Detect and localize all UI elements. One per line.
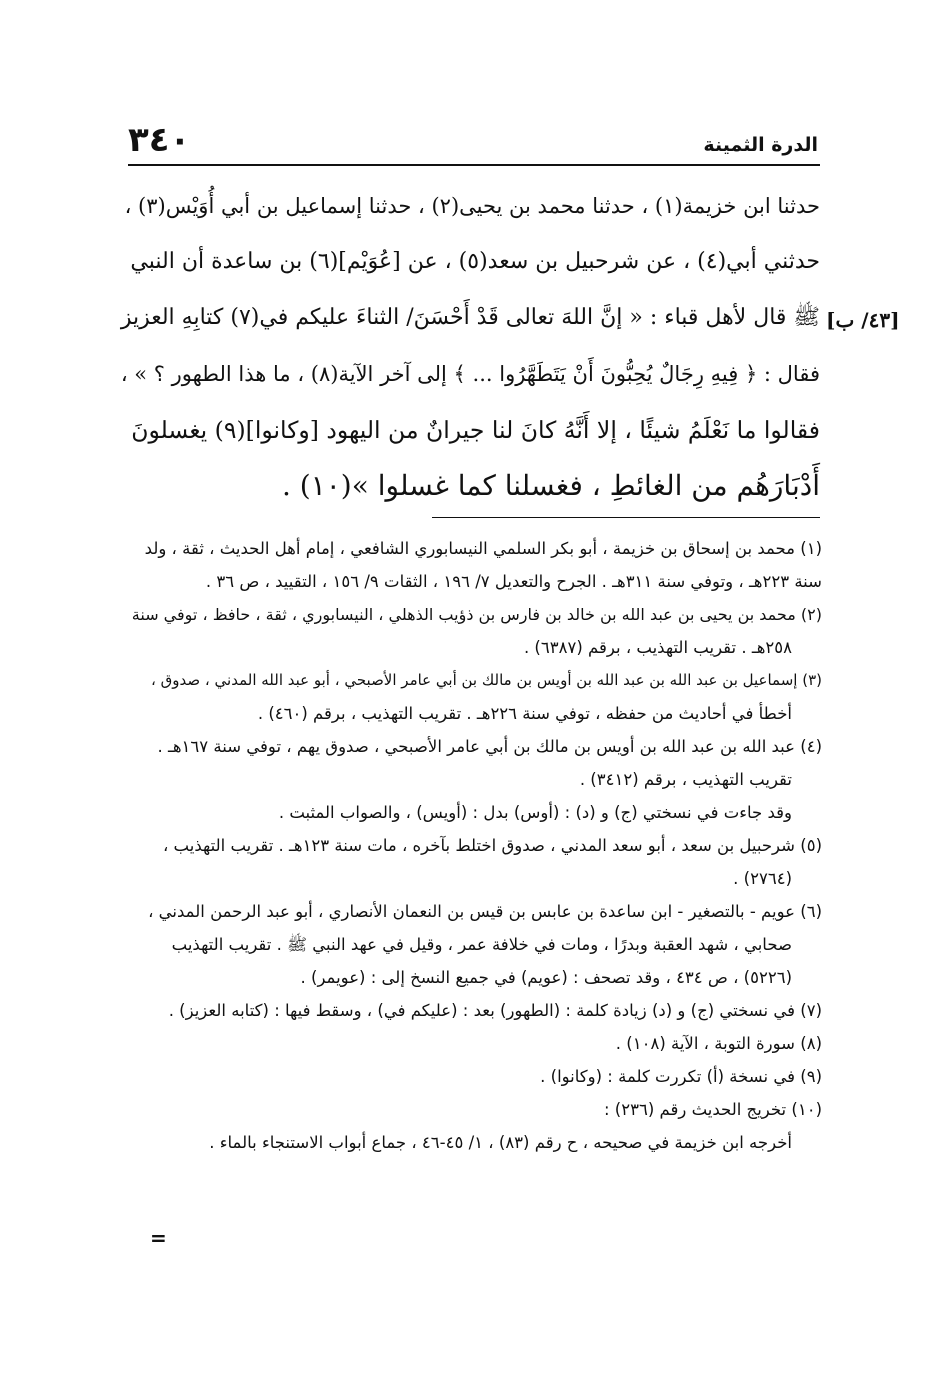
footnote-line: (٧) في نسختي (ج) و (د) زيادة كلمة : (الطهور) بعد : (عليكم في) ، وسقط فيها : (كتابه العزيز) . — [168, 1001, 822, 1020]
main-text-line: فقال : ﴿ فِيهِ رِجَالٌ يُحِبُّونَ أَنْ يَتَطَهَّرُوا ... ﴾ إلى آخر الآية(٨) ، ما هذا الطهور ؟ » ، — [120, 362, 820, 386]
footnotes — [132, 532, 822, 1159]
header-rule — [128, 164, 820, 166]
footnote-line: (٢) محمد بن يحيى بن عبد الله بن خالد بن فارس بن ذؤيب الذهلي ، النيسابوري ، ثقة ، حافظ ، توفي سنة — [131, 605, 822, 624]
footnote-line: (١) محمد بن إسحاق بن خزيمة ، أبو بكر السلمي النيسابوري الشافعي ، إمام أهل الحديث ، ثقة ، ولد — [144, 539, 822, 558]
footnote-line: (٥) شرحبيل بن سعد ، أبو سعد المدني ، صدوق اختلط بآخره ، مات سنة ١٢٣هـ . تقريب التهذيب ، — [162, 836, 822, 855]
footnote-line: وقد جاءت في نسختي (ج) و (د) : (أوس) بدل : (أويس) ، والصواب المثبت . — [278, 803, 792, 822]
page-header — [128, 120, 818, 164]
continuation-mark: = — [150, 1226, 167, 1250]
footnote-line: (٦) عويم - بالتصغير - ابن ساعدة بن عابس بن قيس بن النعمان الأنصاري ، أبو عبد الرحمن المدني ، — [148, 902, 822, 921]
footnote-line: (٩) في نسخة (أ) تكررت كلمة : (وكانوا) . — [540, 1067, 822, 1086]
footnote-line: (٢٧٦٤) . — [733, 869, 792, 888]
footnote-line: أخرجه ابن خزيمة في صحيحه ، ح رقم (٨٣) ، ١/ ٤٥-٤٦ ، جماع أبواب الاستنجاء بالماء . — [209, 1133, 792, 1152]
footnote-line: (٥٢٢٦) ، ص ٤٣٤ ، وقد تصحف : (عويم) في جميع النسخ إلى : (عويمر) . — [300, 968, 792, 987]
main-text-line: حدثنا ابن خزيمة(١) ، حدثنا محمد بن يحيى(٢) ، حدثنا إسماعيل بن أبي أُوَيْس(٣) ، — [124, 194, 820, 218]
footnote-line: (١٠) تخريج الحديث رقم (٢٣٦) : — [603, 1100, 822, 1119]
main-text-line: فقالوا ما نَعْلَمُ شيئًا ، إلا أَنَّهُ كانَ لنا جيرانٌ من اليهود [وكانوا](٩) يغسلونَ — [131, 416, 820, 444]
footnote-line: (٣) إسماعيل بن عبد الله بن عبد الله بن أويس بن مالك بن أبي عامر الأصبحي ، أبو عبد الله المدني ، صدوق ، — [151, 671, 822, 689]
running-title: الدرة الثمينة — [703, 134, 818, 156]
main-text-line: حدثني أبي(٤) ، عن شرحبيل بن سعد(٥) ، عن [عُوَيْم](٦) بن ساعدة أن النبي — [130, 249, 820, 274]
footnote-line: ٢٥٨هـ . تقريب التهذيب ، برقم (٦٣٨٧) . — [523, 638, 792, 657]
footnote-line: تقريب التهذيب ، برقم (٣٤١٢) . — [579, 770, 792, 789]
footnote-line: (٤) عبد الله بن عبد الله بن أويس بن مالك بن أبي عامر الأصبحي ، صدوق يهم ، توفي سنة ١٦٧هـ . — [157, 737, 822, 756]
footnote-line: أخطأ في أحاديث من حفظه ، توفي سنة ٢٢٦هـ . تقريب التهذيب ، برقم (٤٦٠) . — [257, 704, 792, 723]
footnote-line: (٨) سورة التوبة ، الآية (١٠٨) . — [615, 1034, 822, 1053]
footnote-line: صحابي ، شهد العقبة وبدرًا ، ومات في خلافة عمر ، وقيل في عهد النبي ﷺ . تقريب التهذيب — [171, 935, 792, 954]
footnote-separator — [432, 517, 820, 518]
footnote-line: سنة ٢٢٣هـ ، وتوفي سنة ٣١١هـ . الجرح والتعديل ٧/ ١٩٦ ، الثقات ٩/ ١٥٦ ، التقييد ، ص ٣٦ . — [205, 572, 822, 591]
manuscript-folio-marker: [٤٣/ ب] — [826, 308, 900, 332]
main-text-line: ﷺ قال لأهل قباء : « إنَّ اللهَ تعالى قَدْ أَحْسَنَ/ الثناءَ عليكم في(٧) كتابِهِ العزيز — [120, 305, 820, 330]
main-text-line: أَدْبَارَهُم من الغائطِ ، فغسلنا كما غسلوا »(١٠) . — [281, 469, 820, 502]
page-number: ٣٤٠ — [128, 120, 191, 160]
hadith-text — [120, 178, 820, 514]
